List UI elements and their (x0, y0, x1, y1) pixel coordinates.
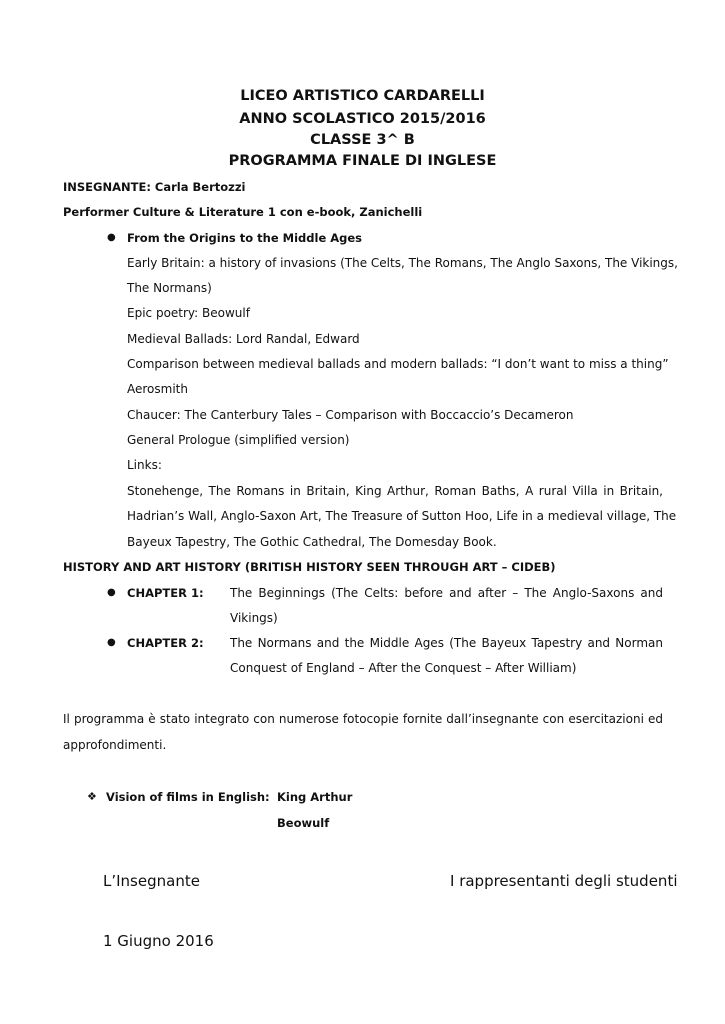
section1-line: General Prologue (simplified version) (127, 433, 350, 447)
section1-heading: From the Origins to the Middle Ages (127, 231, 363, 245)
school-name: LICEO ARTISTICO CARDARELLI (240, 88, 485, 104)
document-title: PROGRAMMA FINALE DI INGLESE (228, 153, 497, 169)
textbook-line: Performer Culture & Literature 1 con e-book, Zanichelli (63, 205, 423, 219)
section1-line: Chaucer: The Canterbury Tales – Comparison with Boccaccio’s Decameron (127, 408, 574, 422)
section1-line: Medieval Ballads: Lord Randal, Edward (127, 332, 360, 346)
section1-line: Links: (127, 458, 162, 472)
chapter-text: The Normans and the Middle Ages (The Bayeux Tapestry and Norman (230, 636, 663, 650)
chapter-text: Conquest of England – After the Conquest – After William) (230, 661, 577, 675)
film-item: Beowulf (277, 816, 330, 830)
section2-heading: HISTORY AND ART HISTORY (BRITISH HISTORY SEEN THROUGH ART – CIDEB) (63, 560, 556, 574)
chapter-label: CHAPTER 2: (127, 636, 204, 650)
bullet-icon: ● (107, 637, 116, 648)
chapter-text: Vikings) (230, 611, 278, 625)
section1-line: Comparison between medieval ballads and modern ballads: “I don’t want to miss a thing” (127, 357, 669, 371)
section1-line: Hadrian’s Wall, Anglo-Saxon Art, The Treasure of Sutton Hoo, Life in a medieval village, The (127, 509, 677, 523)
teacher-line: INSEGNANTE: Carla Bertozzi (63, 180, 246, 194)
class-name: CLASSE 3^ B (310, 132, 415, 148)
students-signature-label: I rappresentanti degli studenti (450, 872, 678, 890)
film-item: King Arthur (277, 790, 353, 804)
note-line: approfondimenti. (63, 738, 167, 752)
section1-line: The Normans) (127, 281, 212, 295)
section1-line: Aerosmith (127, 382, 188, 396)
diamond-bullet-icon: ❖ (87, 790, 97, 803)
section1-line: Epic poetry: Beowulf (127, 306, 250, 320)
school-year: ANNO SCOLASTICO 2015/2016 (239, 111, 486, 127)
section1-line: Early Britain: a history of invasions (The Celts, The Romans, The Anglo Saxons, The Vikings, (127, 256, 678, 270)
bullet-icon: ● (107, 232, 116, 243)
chapter-text: The Beginnings (The Celts: before and after – The Anglo-Saxons and (230, 586, 663, 600)
teacher-signature-label: L’Insegnante (103, 872, 200, 890)
note-line: Il programma è stato integrato con numerose fotocopie fornite dall’insegnante con esercitazioni ed (63, 712, 663, 726)
bullet-icon: ● (107, 587, 116, 598)
section1-line: Bayeux Tapestry, The Gothic Cathedral, The Domesday Book. (127, 535, 497, 549)
chapter-label: CHAPTER 1: (127, 586, 204, 600)
document-date: 1 Giugno 2016 (103, 932, 214, 950)
films-label: Vision of films in English: (106, 790, 270, 804)
section1-line: Stonehenge, The Romans in Britain, King Arthur, Roman Baths, A rural Villa in Britain, (127, 484, 663, 498)
